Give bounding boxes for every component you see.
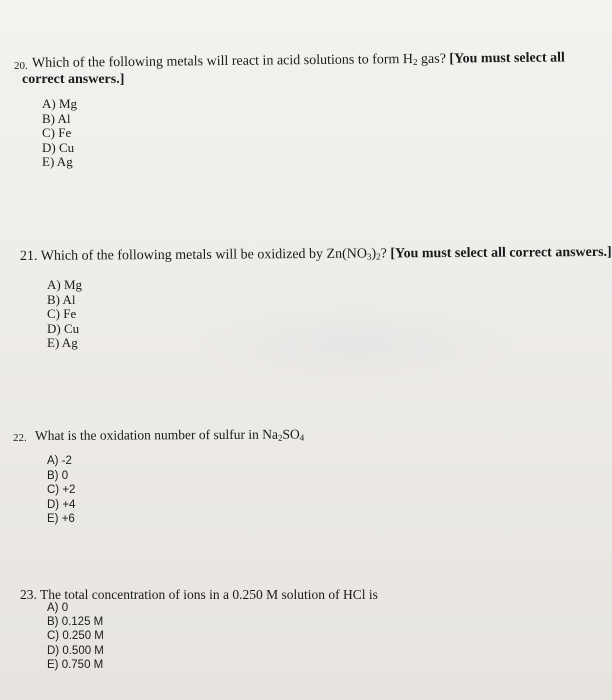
answer-options — [47, 601, 104, 672]
question-number: 23. — [20, 587, 37, 602]
option-a[interactable]: A) Mg — [42, 96, 78, 111]
option-d[interactable]: D) Cu — [42, 139, 75, 155]
option-c[interactable]: C) 0.250 M — [47, 630, 104, 643]
option-e[interactable]: E) +6 — [47, 513, 75, 526]
option-a[interactable]: A) 0 — [47, 602, 69, 614]
option-e[interactable]: E) 0.750 M — [47, 658, 104, 671]
question-text: 23. The total concentration of ions in a 0.250 M solution of HCl is — [20, 587, 378, 602]
option-e[interactable]: E) Ag — [47, 335, 78, 351]
option-d[interactable]: D) Cu — [47, 320, 80, 336]
option-b[interactable]: B) Al — [42, 110, 71, 126]
option-e[interactable]: E) Ag — [42, 154, 73, 170]
question-text-continued: correct answers.] — [22, 72, 125, 87]
question-text: Which of the following metals will react in acid solutions to form $H_2$ gas? [You must select all — [31, 50, 565, 71]
option-c[interactable]: C) Fe — [47, 306, 77, 322]
option-b[interactable]: B) 0 — [47, 469, 69, 482]
option-c[interactable]: C) Fe — [42, 125, 72, 141]
question-number: 20. — [14, 60, 28, 72]
question-text: 21. Which of the following metals will be oxidized by $Zn(NO_3)_2$? [You must select all correct answers.] — [19, 244, 612, 264]
option-b[interactable]: B) Al — [47, 291, 76, 307]
option-a[interactable]: A) -2 — [47, 455, 72, 467]
answer-options — [47, 278, 82, 351]
paper-bleed-through — [190, 300, 520, 390]
option-c[interactable]: C) +2 — [47, 484, 76, 497]
answer-options — [47, 454, 75, 527]
answer-options — [42, 97, 77, 170]
option-a[interactable]: A) Mg — [47, 277, 83, 292]
question-number: 21. — [19, 248, 38, 264]
option-b[interactable]: B) 0.125 M — [47, 616, 104, 629]
option-d[interactable]: D) 0.500 M — [47, 644, 104, 657]
question-text: What is the oxidation number of sulfur in $Na_2SO_4$ — [34, 426, 305, 443]
question-number: 22. — [13, 432, 27, 444]
option-d[interactable]: D) +4 — [47, 498, 76, 511]
